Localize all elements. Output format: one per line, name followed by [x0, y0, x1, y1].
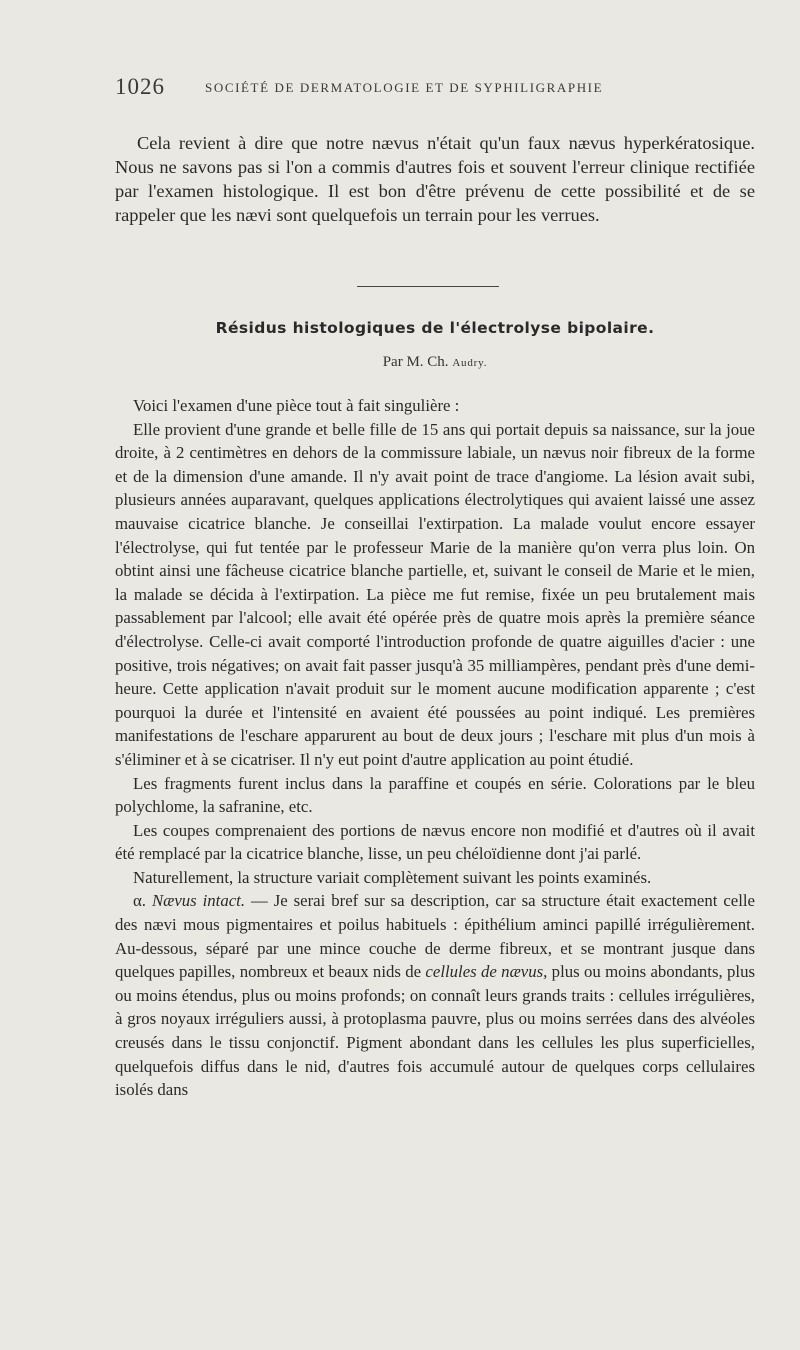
byline-author: Audry. — [452, 357, 488, 369]
byline-prefix: Par M. Ch. — [382, 354, 449, 370]
section-divider — [357, 286, 499, 287]
section-alpha-label: α. — [133, 891, 146, 911]
section-alpha-italic-term: cellules de nævus, — [425, 962, 548, 982]
page-header — [115, 74, 755, 104]
article-paragraph: Naturellement, la structure variait complètement suivant les points examinés. — [133, 867, 652, 887]
article-body — [115, 394, 755, 1102]
article-title: Résidus histologiques de l'électrolyse bipolaire. — [215, 319, 655, 337]
section-alpha-text-2: plus ou moins abondants, plus ou moins étendus, plus ou moins profonds; on connaît leurs grands traits : cellules irrégulières, à gros noyaux irréguliers aussi, à protoplasma pauvre, plus ou moins serrées dans des alvéoles creusés dans le tissu conjonctif. Pigment abondant dans les cellules les plus superficielles, quelquefois diffus dans le nid, d'autres fois accumulé autour de quelques corps cellulaires isolés dans — [115, 962, 755, 1100]
article-paragraph: Elle provient d'une grande et belle fille de 15 ans qui portait depuis sa naissance, sur la joue droite, à 2 centimètres en dehors de la commissure labiale, un nævus noir fibreux de la forme et de la dimension d'une amande. Il n'y avait point de trace d'angiome. La lésion avait subi, plusieurs années auparavant, quelques applications électrolytiques qui avaient laissé une assez mauvaise cicatrice blanche. Je conseillai l'extirpation. La malade voulut encore essayer l'électrolyse, qui fut tentée par le professeur Marie de la manière qu'on verra plus loin. On obtint ainsi une fâcheuse cicatrice blanche partielle, et, suivant le conseil de Marie et le mien, la malade se décida à l'extirpation. La pièce me fut remise, fixée un peu brutalement mais passablement par l'alcool; elle avait été opérée près de quatre mois après la première séance d'électrolyse. Celle-ci avait comporté l'introduction profonde de quatre aiguilles d'acier : une positive, trois négatives; on avait fait passer jusqu'à 35 milliampères, pendant près d'une demi-heure. Cette application n'avait produit sur le moment aucune modification apparente ; c'est pourquoi la durée et l'intensité en avaient été poussées au point indiqué. Les premières manifestations de l'eschare apparurent au bout de deux jours ; l'eschare mit plus d'un mois à s'éliminer et à se cicatriser. Il n'y eut point d'autre application au point étudié. — [115, 419, 755, 769]
intro-paragraph: Cela revient à dire que notre nævus n'était qu'un faux nævus hyperkératosique. Nous ne savons pas si l'on a commis d'autres fois et souvent l'erreur clinique rectifiée par l'examen histologique. Il est bon d'être prévenu de cette possibilité et de se rappeler que les nævi sont quelquefois un terrain pour les verrues. — [115, 133, 755, 226]
section-alpha-heading: Nævus intact. — [151, 891, 246, 911]
page-number: 1026 — [115, 74, 165, 99]
section-alpha-text-1: — Je serai bref sur sa description, car sa structure était exactement celle des nævi mous pigmentaires et poilus habituels : épithélium aminci papillé irrégulièrement. Au-dessous, séparé par une mince couche de derme fibreux, et se montrant jusque dans quelques papilles, nombreux et beaux nids de — [115, 891, 755, 982]
intro-block — [115, 131, 755, 227]
article-paragraph: Les fragments furent inclus dans la paraffine et coupés en série. Colorations par le bleu polychlome, la safranine, etc. — [115, 773, 755, 817]
running-title: SOCIÉTÉ DE DERMATOLOGIE ET DE SYPHILIGRAPHIE — [205, 80, 604, 95]
article-byline — [115, 354, 755, 371]
article-paragraph: Les coupes comprenaient des portions de nævus encore non modifié et d'autres où il avait été remplacé par la cicatrice blanche, lisse, un peu chéloïdienne dont j'ai parlé. — [115, 820, 755, 864]
section-alpha-paragraph — [115, 889, 755, 1101]
article-paragraph: Voici l'examen d'une pièce tout à fait singulière : — [133, 396, 460, 415]
